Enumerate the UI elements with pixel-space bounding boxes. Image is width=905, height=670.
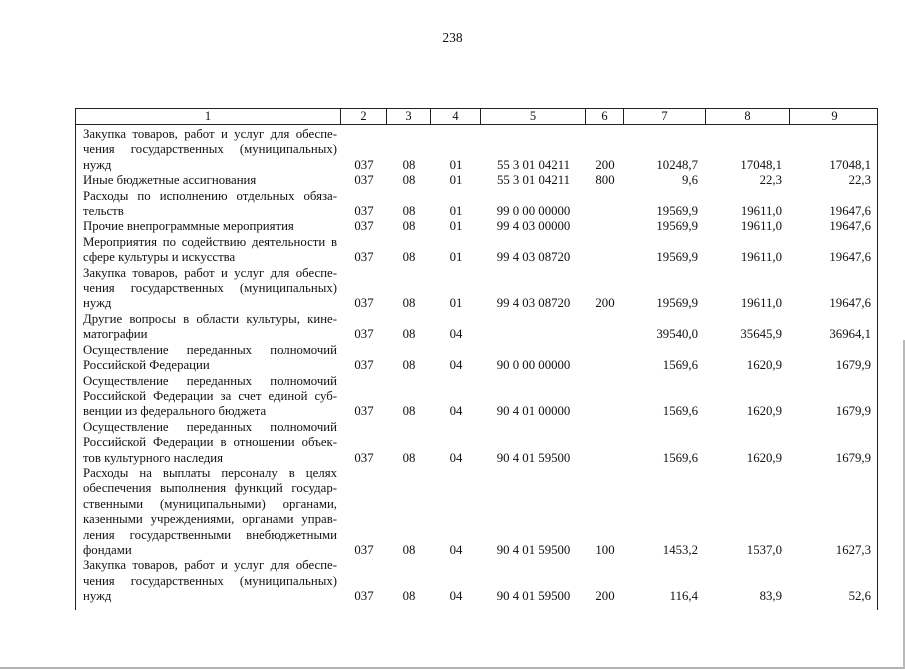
budget-table	[75, 108, 878, 610]
table-cell: 19611,0	[740, 204, 782, 219]
description-line: чения государственных (муниципальных)	[83, 281, 337, 296]
page-number: 238	[442, 30, 463, 45]
row-description-cell	[76, 235, 341, 266]
table-cell: 1620,9	[746, 404, 782, 419]
description-line: Закупка товаров, работ и услуг для обеспе-	[83, 127, 337, 141]
table-cell: 99 0 00 00000	[496, 204, 571, 219]
table-cell: 08	[402, 358, 416, 373]
table-cell: 037	[354, 542, 374, 557]
column-header-6: 6	[586, 109, 624, 124]
description-line: Прочие внепрограммные мероприятия	[83, 219, 294, 234]
description-line: казенными учреждениями, органами управ-	[83, 512, 337, 527]
table-cell: 19647,6	[829, 219, 871, 234]
description-line: венции из федерального бюджета	[83, 404, 267, 419]
table-cell: 04	[449, 542, 463, 557]
description-line: нужд	[83, 589, 112, 604]
table-cell: 17048,1	[740, 157, 782, 172]
table-header-row	[75, 108, 878, 125]
table-cell: 037	[354, 219, 374, 234]
column-header-4: 4	[431, 109, 481, 124]
row-description-cell	[76, 189, 341, 220]
table-cell: 08	[402, 542, 416, 557]
table-body	[75, 125, 878, 610]
table-cell: 9,6	[682, 173, 698, 188]
table-cell: 037	[354, 204, 374, 219]
table-cell: 19611,0	[740, 219, 782, 234]
table-row	[76, 127, 877, 173]
table-cell: 55 3 01 04211	[496, 173, 571, 188]
column-header-3: 3	[387, 109, 431, 124]
description-line: фондами	[83, 542, 132, 557]
table-cell: 1679,9	[835, 358, 871, 373]
row-description-cell	[76, 343, 341, 374]
table-cell: 04	[449, 450, 463, 465]
description-line: Осуществление переданных полномочий	[83, 373, 337, 388]
table-cell: 36964,1	[829, 327, 871, 342]
table-cell: 037	[354, 327, 374, 342]
table-cell: 037	[354, 173, 374, 188]
table-row	[76, 558, 877, 604]
description-line: обеспечения выполнения функций государ-	[83, 481, 337, 496]
table-cell: 22,3	[848, 173, 871, 188]
table-cell: 90 4 01 59500	[496, 542, 571, 557]
table-cell: 90 0 00 00000	[496, 358, 571, 373]
table-cell: 99 4 03 00000	[496, 219, 571, 234]
table-cell: 116,4	[669, 589, 698, 604]
table-cell: 01	[449, 157, 463, 172]
description-line: Осуществление переданных полномочий	[83, 419, 337, 434]
table-cell: 1620,9	[746, 358, 782, 373]
description-line: чения государственных (муниципальных)	[83, 573, 337, 588]
table-row	[76, 420, 877, 466]
table-cell: 39540,0	[656, 327, 698, 342]
table-row	[76, 312, 877, 343]
table-cell: 200	[595, 157, 615, 172]
scan-edge-bottom	[0, 667, 905, 669]
column-header-8: 8	[706, 109, 790, 124]
table-cell: 10248,7	[656, 157, 698, 172]
table-cell: 01	[449, 173, 463, 188]
column-header-2: 2	[341, 109, 387, 124]
table-cell: 19647,6	[829, 204, 871, 219]
table-cell: 037	[354, 250, 374, 265]
table-cell: 99 4 03 08720	[496, 250, 571, 265]
table-cell: 19569,9	[656, 296, 698, 311]
table-cell: 19611,0	[740, 296, 782, 311]
table-cell: 1453,2	[662, 542, 698, 557]
description-line: Российской Федерации за счет единой суб-	[83, 388, 337, 403]
description-line: тов культурного наследия	[83, 450, 224, 465]
table-cell: 1679,9	[835, 404, 871, 419]
column-header-5: 5	[481, 109, 586, 124]
table-cell: 19569,9	[656, 204, 698, 219]
table-row	[76, 343, 877, 374]
table-cell: 01	[449, 204, 463, 219]
table-cell: 19611,0	[740, 250, 782, 265]
table-cell: 19647,6	[829, 250, 871, 265]
table-cell: 08	[402, 204, 416, 219]
description-line: Иные бюджетные ассигнования	[83, 173, 257, 188]
table-cell: 08	[402, 173, 416, 188]
row-description-cell	[76, 173, 341, 188]
column-header-1: 1	[76, 109, 341, 124]
table-cell: 08	[402, 404, 416, 419]
description-line: Закупка товаров, работ и услуг для обеспе-	[83, 558, 337, 573]
table-cell: 08	[402, 219, 416, 234]
description-line: Расходы по исполнению отдельных обяза-	[83, 188, 337, 203]
table-cell: 800	[595, 173, 615, 188]
table-cell: 037	[354, 404, 374, 419]
table-cell: 1679,9	[835, 450, 871, 465]
table-cell: 17048,1	[829, 157, 871, 172]
row-description-cell	[76, 127, 341, 173]
table-cell: 08	[402, 450, 416, 465]
description-line: чения государственных (муниципальных)	[83, 142, 337, 157]
description-line: тельств	[83, 204, 124, 219]
table-cell: 08	[402, 157, 416, 172]
table-cell: 200	[595, 296, 615, 311]
row-description-cell	[76, 374, 341, 420]
description-line: нужд	[83, 157, 112, 172]
table-cell: 037	[354, 589, 374, 604]
table-cell: 52,6	[848, 589, 871, 604]
description-line: ления государственными внебюджетными	[83, 527, 337, 542]
table-cell: 01	[449, 250, 463, 265]
table-row	[76, 173, 877, 188]
table-cell: 1627,3	[835, 542, 871, 557]
description-line: сфере культуры и искусства	[83, 250, 236, 265]
description-line: Осуществление переданных полномочий	[83, 342, 337, 357]
row-description-cell	[76, 219, 341, 234]
table-cell: 22,3	[759, 173, 782, 188]
table-row	[76, 219, 877, 234]
column-header-7: 7	[624, 109, 706, 124]
table-cell: 01	[449, 219, 463, 234]
table-cell: 037	[354, 358, 374, 373]
description-line: матографии	[83, 327, 148, 342]
table-row	[76, 266, 877, 312]
table-cell: 55 3 01 04211	[496, 157, 571, 172]
table-cell: 90 4 01 59500	[496, 589, 571, 604]
table-cell: 037	[354, 450, 374, 465]
table-row	[76, 189, 877, 220]
table-cell: 19569,9	[656, 250, 698, 265]
row-description-cell	[76, 266, 341, 312]
table-cell: 19569,9	[656, 219, 698, 234]
table-cell: 04	[449, 327, 463, 342]
row-description-cell	[76, 312, 341, 343]
description-line: Закупка товаров, работ и услуг для обеспе-	[83, 265, 337, 280]
table-cell: 1537,0	[746, 542, 782, 557]
description-line: Расходы на выплаты персоналу в целях	[83, 465, 337, 480]
description-line: Мероприятия по содействию деятельности в	[83, 234, 337, 249]
table-cell: 200	[595, 589, 615, 604]
description-line: ственными (муниципальными) органами,	[83, 496, 337, 511]
table-row	[76, 466, 877, 558]
table-cell: 04	[449, 358, 463, 373]
table-cell: 90 4 01 00000	[496, 404, 571, 419]
table-cell: 100	[595, 542, 615, 557]
table-cell: 08	[402, 296, 416, 311]
table-cell: 037	[354, 296, 374, 311]
row-description-cell	[76, 420, 341, 466]
table-cell: 08	[402, 327, 416, 342]
table-cell: 1569,6	[662, 404, 698, 419]
row-description-cell	[76, 558, 341, 604]
table-cell: 83,9	[759, 589, 782, 604]
table-cell: 1620,9	[746, 450, 782, 465]
description-line: Другие вопросы в области культуры, кине-	[83, 311, 337, 326]
table-row	[76, 374, 877, 420]
table-cell: 08	[402, 250, 416, 265]
table-cell: 1569,6	[662, 358, 698, 373]
table-cell: 01	[449, 296, 463, 311]
description-line: Российской Федерации в отношении объек-	[83, 435, 337, 450]
column-header-9: 9	[831, 109, 838, 123]
table-cell: 35645,9	[740, 327, 782, 342]
table-cell: 08	[402, 589, 416, 604]
table-cell: 1569,6	[662, 450, 698, 465]
table-cell: 04	[449, 589, 463, 604]
row-description-cell	[76, 466, 341, 558]
table-row	[76, 235, 877, 266]
table-cell: 037	[354, 157, 374, 172]
table-cell: 99 4 03 08720	[496, 296, 571, 311]
table-cell: 90 4 01 59500	[496, 450, 571, 465]
table-cell: 04	[449, 404, 463, 419]
table-cell: 19647,6	[829, 296, 871, 311]
description-line: нужд	[83, 296, 112, 311]
description-line: Российской Федерации	[83, 358, 210, 373]
